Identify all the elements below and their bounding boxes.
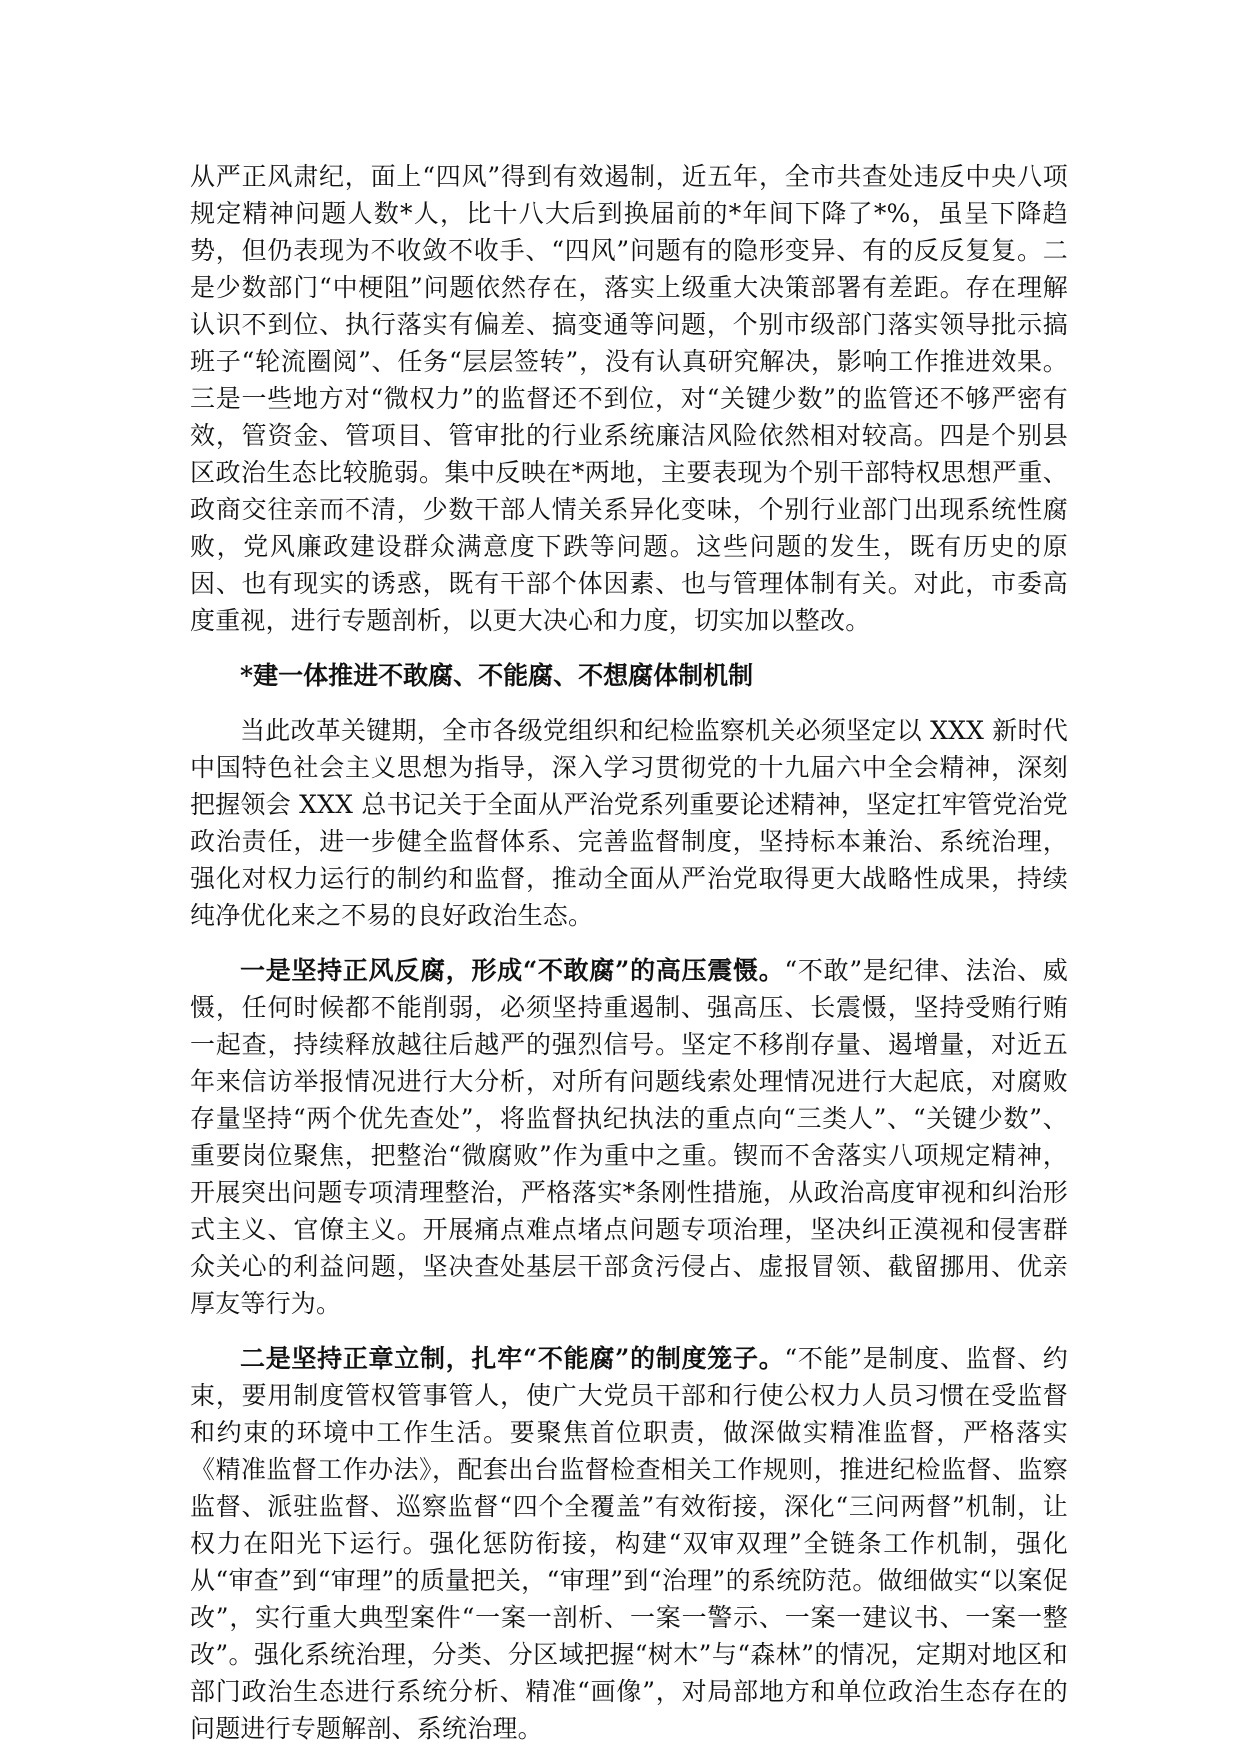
section-heading: *建一体推进不敢腐、不能腐、不想腐体制机制 [240,661,754,690]
point-one-lead: 一是坚持正风反腐，形成“不敢腐”的高压震慑。 [240,956,785,985]
section-intro-paragraph: 当此改革关键期，全市各级党组织和纪检监察机关必须坚定以 XXX 新时代中国特色社会主义思想为指导，深入学习贯彻党的十九届六中全会精神，深刻把握领会 XXX 总书记关于全面从严治党系列重要论述精神，坚定扛牢管党治党政治责任，进一步健全监督体系、完善监督制度，坚持标本兼治、系统治理，强化对权力运行的制约和监督，推动全面从严治党取得更大战略性成果，持续纯净优化来之不易的良好政治生态。 [190,716,1068,930]
document-page [190,158,1068,1747]
point-two-lead: 二是坚持正章立制，扎牢“不能腐”的制度笼子。 [240,1344,785,1373]
intro-paragraph: 从严正风肃纪，面上“四风”得到有效遏制，近五年，全市共查处违反中央八项规定精神问题人数*人，比十八大后到换届前的*年间下降了*%，虽呈下降趋势，但仍表现为不收敛不收手、“四风”问题有的隐形变异、有的反反复复。二是少数部门“中梗阻”问题依然存在，落实上级重大决策部署有差距。存在理解认识不到位、执行落实有偏差、搞变通等问题，个别市级部门落实领导批示搞班子“轮流圈阅”、任务“层层签转”，没有认真研究解决，影响工作推进效果。三是一些地方对“微权力”的监督还不到位，对“关键少数”的监管还不够严密有效，管资金、管项目、管审批的行业系统廉洁风险依然相对较高。四是个别县区政治生态比较脆弱。集中反映在*两地，主要表现为个别干部特权思想严重、政商交往亲而不清，少数干部人情关系异化变味，个别行业部门出现系统性腐败，党风廉政建设群众满意度下跌等问题。这些问题的发生，既有历史的原因、也有现实的诱惑，既有干部个体因素、也与管理体制有关。对此，市委高度重视，进行专题剖析，以更大决心和力度，切实加以整改。 [190,162,1068,635]
point-two-body: “不能”是制度、监督、约束，要用制度管权管事管人，使广大党员干部和行使公权力人员习惯在受监督和约束的环境中工作生活。要聚焦首位职责，做深做实精准监督，严格落实《精准监督工作办法》，配套出台监督检查相关工作规则，推进纪检监督、监察监督、派驻监督、巡察监督“四个全覆盖”有效衔接，深化“三问两督”机制，让权力在阳光下运行。强化惩防衔接，构建“双审双理”全链条工作机制，强化从“审查”到“审理”的质量把关，“审理”到“治理”的系统防范。做细做实“以案促改”，实行重大典型案件“一案一剖析、一案一警示、一案一建议书、一案一整改”。强化系统治理，分类、分区域把握“树木”与“森林”的情况，定期对地区和部门政治生态进行系统分析、精准“画像”，对局部地方和单位政治生态存在的问题进行专题解剖、系统治理。 [190,1344,1068,1743]
point-two-paragraph [190,1340,1068,1747]
point-one-body: “不敢”是纪律、法治、威慑，任何时候都不能削弱，必须坚持重遏制、强高压、长震慑，坚持受贿行贿一起查，持续释放越往后越严的强烈信号。坚定不移削存量、遏增量，对近五年来信访举报情况进行大分析，对所有问题线索处理情况进行大起底，对腐败存量坚持“两个优先查处”，将监督执纪执法的重点向“三类人”、“关键少数”、重要岗位聚焦，把整治“微腐败”作为重中之重。锲而不舍落实八项规定精神，开展突出问题专项清理整治，严格落实*条刚性措施，从政治高度审视和纠治形式主义、官僚主义。开展痛点难点堵点问题专项治理，坚决纠正漠视和侵害群众关心的利益问题，坚决查处基层干部贪污侵占、虚报冒领、截留挪用、优亲厚友等行为。 [190,956,1068,1318]
point-one-paragraph [190,952,1068,1322]
